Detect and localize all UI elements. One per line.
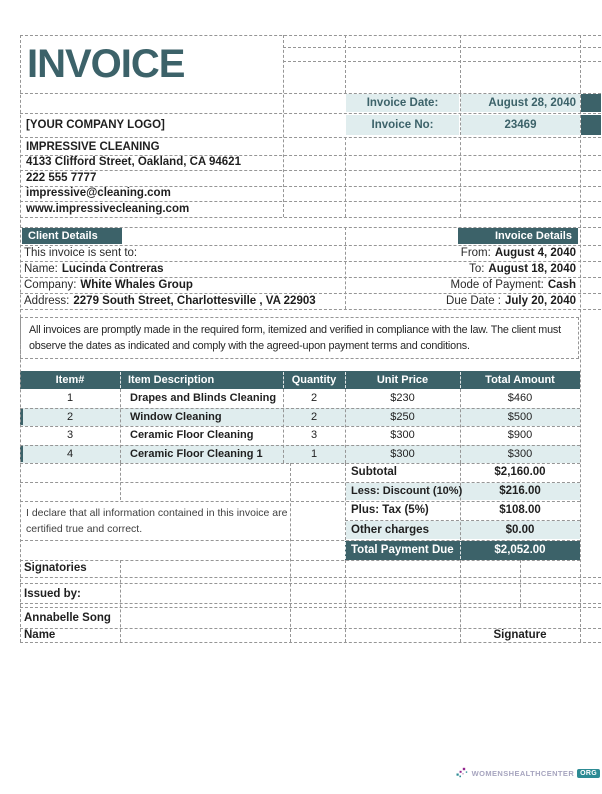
detail-from-value: August 4, 2040 [494, 247, 576, 259]
row3-desc: Ceramic Floor Cleaning [130, 429, 254, 441]
header-quantity: Quantity [291, 374, 337, 386]
detail-from-label: From: [460, 247, 491, 259]
row3-num: 3 [66, 429, 74, 441]
detail-from-row [300, 246, 576, 261]
gridline-h [20, 35, 601, 36]
gridline-h [20, 560, 580, 561]
gridline-v [345, 137, 346, 217]
terms-box [20, 317, 579, 359]
detail-due-label: Due Date : [446, 295, 502, 307]
gridline-v [120, 372, 121, 388]
row3-qty: 3 [310, 429, 318, 441]
footer-brand-text: WOMENSHEALTHCENTER [471, 768, 575, 778]
gridline-h [283, 47, 601, 48]
signatories-label: Signatories [24, 562, 87, 574]
client-intro: This invoice is sent to: [24, 247, 138, 259]
company-email: impressive@cleaning.com [26, 187, 171, 199]
header-item-desc: Item Description [128, 374, 215, 386]
gridline-h [283, 61, 601, 62]
gridline-h [20, 170, 601, 171]
client-address-label: Address: [24, 295, 70, 307]
subtotal-label: Subtotal [351, 466, 397, 478]
gridline-h [20, 113, 601, 114]
discount-value: $216.00 [499, 485, 541, 497]
page-title: INVOICE [27, 42, 185, 86]
row2-total: $500 [507, 411, 533, 423]
row3-total: $900 [507, 429, 533, 441]
discount-label: Less: Discount (10%) [351, 485, 463, 497]
meta-no-accent [581, 115, 601, 135]
gridline-v [120, 560, 121, 642]
gridline-h [20, 217, 601, 218]
gridline-v [345, 35, 346, 93]
client-name-row [24, 262, 163, 277]
detail-to-label: To: [469, 263, 485, 275]
company-website: www.impressivecleaning.com [26, 203, 190, 215]
detail-payment-label: Mode of Payment: [450, 279, 544, 291]
total-due-value: $2,052.00 [494, 544, 546, 556]
name-label: Name [24, 629, 56, 641]
issuer-name: Annabelle Song [24, 612, 111, 624]
gridline-v [580, 35, 581, 642]
row1-total: $460 [507, 392, 533, 404]
other-charges-label: Other charges [351, 524, 429, 536]
gridline-v [120, 389, 121, 463]
gridline-v [345, 542, 346, 559]
gridline-h [20, 583, 601, 584]
gridline-v [520, 560, 521, 607]
row3-unit: $300 [390, 429, 415, 441]
client-name-label: Name: [24, 263, 58, 275]
row1-desc: Drapes and Blinds Cleaning [130, 392, 277, 404]
terms-text: All invoices are promptly made in the required form, itemized and verified in compliance with the law. The client must observe the dates as indicated and comply with the agreed-upon payment terms and conditions. [29, 324, 561, 352]
client-address: 2279 South Street, Charlottesville , VA 22903 [73, 295, 316, 307]
signature-label: Signature [493, 629, 547, 641]
client-company-label: Company: [24, 279, 77, 291]
company-name: IMPRESSIVE CLEANING [26, 141, 160, 153]
detail-to-row [300, 262, 576, 277]
row2-unit: $250 [390, 411, 415, 423]
client-address-row [24, 294, 316, 309]
header-unit-price: Unit Price [376, 374, 429, 386]
detail-payment-value: Cash [547, 279, 576, 291]
company-phone: 222 555 7777 [26, 172, 97, 184]
meta-date-label: Invoice Date: [366, 97, 439, 109]
gridline-h [20, 309, 601, 310]
tax-label: Plus: Tax (5%) [351, 504, 429, 516]
row2-qty: 2 [310, 411, 318, 423]
row2-desc: Window Cleaning [130, 411, 222, 423]
detail-due-value: July 20, 2040 [505, 295, 576, 307]
brand-dots-icon [456, 767, 469, 779]
gridline-h [20, 577, 601, 578]
issued-by-label: Issued by: [24, 588, 81, 600]
header-item-num: Item# [55, 374, 85, 386]
row2-num: 2 [66, 411, 74, 423]
gridline-v [345, 463, 346, 540]
tax-value: $108.00 [499, 504, 541, 516]
company-logo-placeholder: [YOUR COMPANY LOGO] [26, 119, 165, 131]
meta-no-value: 23469 [504, 119, 537, 131]
client-name: Lucinda Contreras [61, 263, 164, 275]
row1-num: 1 [66, 392, 74, 404]
row4-desc: Ceramic Floor Cleaning 1 [130, 448, 263, 460]
meta-no-label: Invoice No: [371, 119, 434, 131]
row4-unit: $300 [390, 448, 415, 460]
footer-brand-lockup [420, 765, 600, 781]
row4-qty: 1 [310, 448, 318, 460]
client-details-header: Client Details [28, 230, 98, 242]
other-charges-value: $0.00 [505, 524, 535, 536]
gridline-v [345, 560, 346, 642]
gridline-v [283, 35, 284, 217]
subtotal-value: $2,160.00 [494, 466, 546, 478]
company-address: 4133 Clifford Street, Oakland, CA 94621 [26, 156, 241, 168]
client-company: White Whales Group [80, 279, 193, 291]
meta-date-value: August 28, 2040 [488, 97, 576, 109]
gridline-h [20, 137, 601, 138]
gridline-v [460, 35, 461, 93]
meta-date-accent [581, 94, 601, 112]
detail-payment-row [300, 278, 576, 293]
declaration-text: I declare that all information contained in this invoice are certified true and correct. [26, 507, 288, 535]
row1-qty: 2 [310, 392, 318, 404]
gridline-h [20, 642, 601, 643]
row4-num: 4 [66, 448, 74, 460]
gridline-h [20, 603, 601, 604]
header-total-amount: Total Amount [485, 374, 555, 386]
gridline-v [120, 463, 121, 500]
total-due-label: Total Payment Due [351, 544, 454, 556]
detail-to-value: August 18, 2040 [488, 263, 576, 275]
gridline-v [460, 137, 461, 217]
invoice-details-header: Invoice Details [494, 230, 572, 242]
row4-total: $300 [507, 448, 533, 460]
footer-brand-badge: ORG [577, 769, 600, 778]
row1-unit: $230 [390, 392, 415, 404]
gridline-v [290, 463, 291, 642]
client-company-row [24, 278, 193, 293]
detail-due-row [300, 294, 576, 309]
